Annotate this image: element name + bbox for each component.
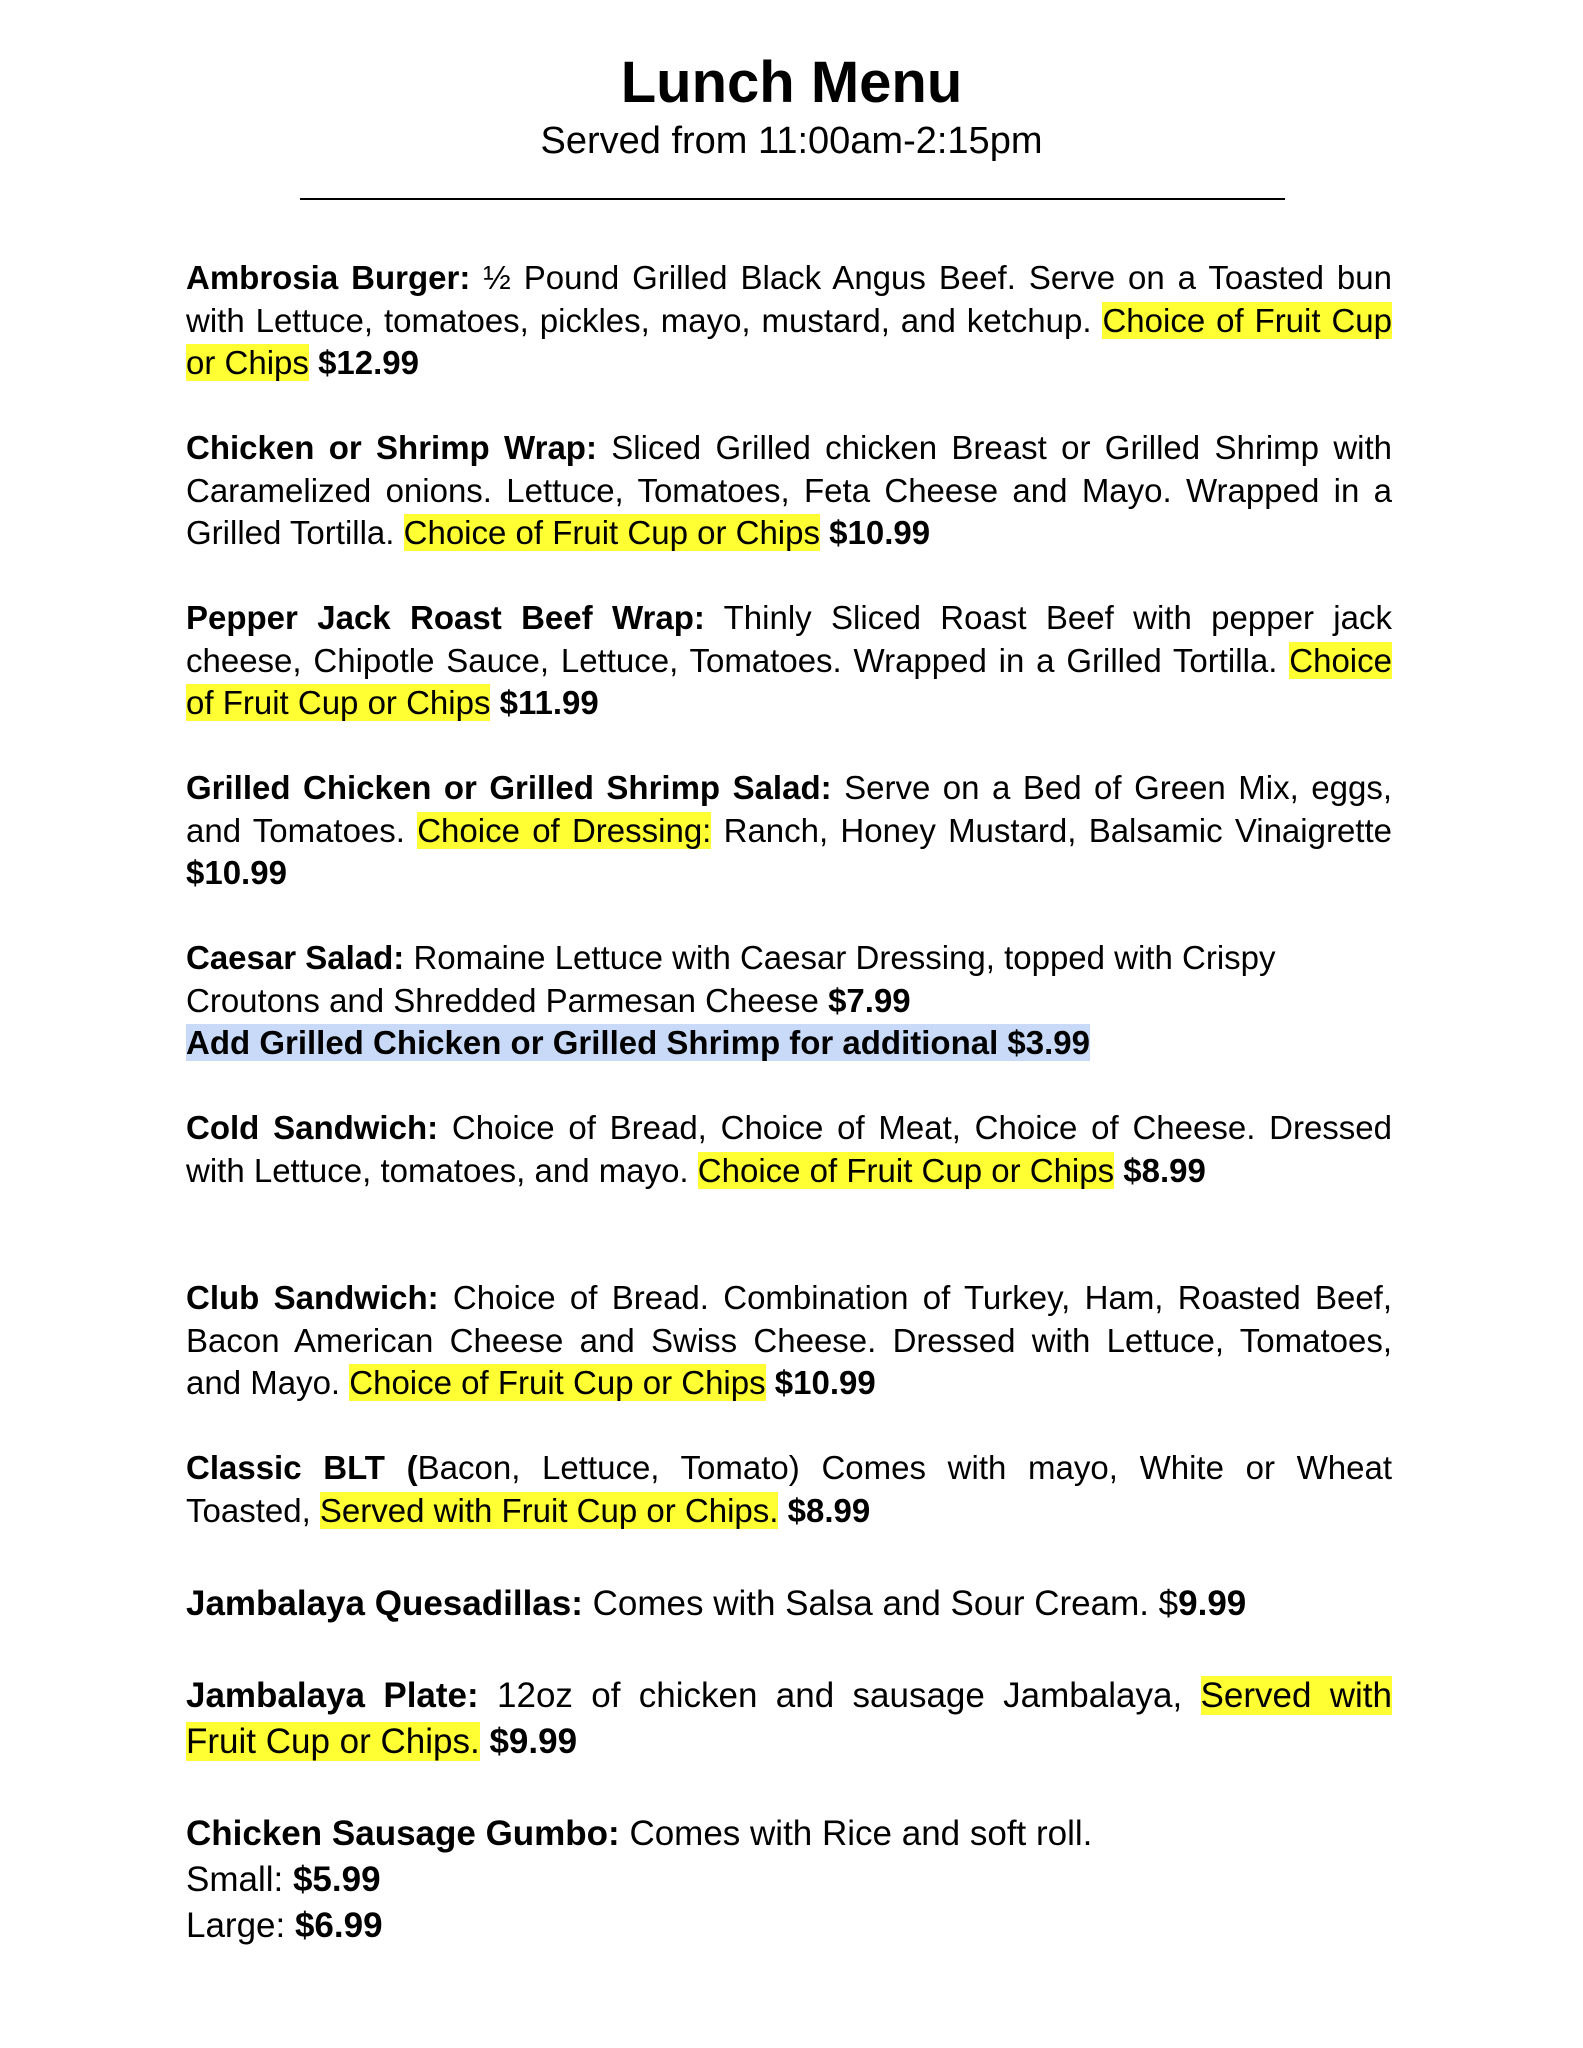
menu-item-chicken-sausage-gumbo (186, 1811, 1392, 1949)
menu-item-chicken-shrimp-wrap (186, 427, 1392, 555)
menu-item-grilled-salad (186, 767, 1392, 895)
menu-item-jambalaya-quesadillas (186, 1581, 1392, 1627)
item-name: Cold Sandwich: (186, 1109, 439, 1146)
item-description: Choice of Bread. Combination of Turkey, Ham, Roasted Beef, Bacon American Cheese and Swiss Cheese. Dressed with Lettuce, Tomatoes, and Mayo. (186, 1279, 1393, 1401)
item-side: Choice of Fruit Cup or Chips (186, 641, 1392, 721)
page-subtitle: Served from 11:00am-2:15pm (540, 120, 1043, 162)
item-name: Grilled Chicken or Grilled Shrimp Salad: (186, 769, 832, 806)
item-name: Caesar Salad: (186, 939, 405, 976)
item-name: Ambrosia Burger: (186, 259, 471, 296)
item-description: Romaine Lettuce with Caesar Dressing, topped with Crispy Croutons and Shredded Parmesan Cheese (186, 939, 1276, 1019)
item-price: $7.99 (828, 981, 911, 1019)
item-name: Jambalaya Plate: (186, 1676, 479, 1715)
item-side: Choice of Fruit Cup or Chips (186, 301, 1392, 381)
size-option-large (186, 1903, 1392, 1949)
size-option-small (186, 1857, 1392, 1903)
item-description: Comes with Rice and soft roll. (619, 1814, 1093, 1853)
item-price: $8.99 (787, 1491, 871, 1529)
menu-item-classic-blt (186, 1447, 1392, 1532)
item-price: $10.99 (774, 1364, 876, 1401)
item-price: $9.99 (489, 1722, 578, 1761)
item-side: Choice of Fruit Cup or Chips (697, 1151, 1115, 1189)
item-description: Sliced Grilled chicken Breast or Grilled Shrimp with Caramelized onions. Lettuce, Tomatoes, Feta Cheese and Mayo. Wrapped in a Grilled Tortilla. (186, 429, 1393, 551)
item-name: Jambalaya Quesadillas: (186, 1584, 583, 1623)
title-divider (300, 198, 1285, 200)
item-price: 9.99 (1178, 1584, 1247, 1623)
item-side: Served with Fruit Cup or Chips. (186, 1676, 1392, 1761)
item-description: Thinly Sliced Roast Beef with pepper jack cheese, Chipotle Sauce, Lettuce, Tomatoes. Wrapped in a Grilled Tortilla. (186, 599, 1392, 679)
item-name: Classic BLT ( (186, 1449, 418, 1486)
item-name: Pepper Jack Roast Beef Wrap: (186, 599, 705, 636)
menu-item-caesar-salad (186, 937, 1392, 1065)
item-side: Choice of Fruit Cup or Chips (349, 1364, 766, 1401)
size-price: $5.99 (292, 1860, 381, 1899)
item-description-after: Ranch, Honey Mustard, Balsamic Vinaigrette (711, 811, 1392, 849)
item-header-line (186, 1811, 1392, 1857)
item-description: 12oz of chicken and sausage Jambalaya, (478, 1676, 1201, 1715)
menu-item-ambrosia-burger (186, 257, 1392, 385)
page-title: Lunch Menu (620, 50, 963, 115)
menu-item-club-sandwich (186, 1277, 1392, 1405)
size-label: Large: (186, 1906, 295, 1945)
menu-item-pepper-jack-wrap (186, 597, 1392, 725)
item-side: Choice of Dressing: (417, 811, 712, 849)
item-price: $10.99 (829, 514, 931, 551)
item-description: Bacon, Lettuce, Tomato) Comes with mayo, White or Wheat Toasted, (186, 1449, 1392, 1529)
item-side: Choice of Fruit Cup or Chips (403, 514, 820, 551)
item-description: ½ Pound Grilled Black Angus Beef. Serve on a Toasted bun with Lettuce, tomatoes, pickles, mayo, mustard, and ketchup. (186, 259, 1392, 339)
item-price: $10.99 (186, 854, 287, 891)
size-price: $6.99 (294, 1906, 383, 1945)
item-name: Chicken Sausage Gumbo: (186, 1814, 620, 1853)
item-name: Club Sandwich: (186, 1279, 439, 1316)
menu-item-cold-sandwich (186, 1107, 1392, 1192)
item-side: Served with Fruit Cup or Chips. (319, 1491, 779, 1529)
menu-item-jambalaya-plate (186, 1673, 1392, 1765)
item-description: Comes with Salsa and Sour Cream. $ (582, 1584, 1179, 1623)
item-description: Choice of Bread, Choice of Meat, Choice of Cheese. Dressed with Lettuce, tomatoes, and mayo. (186, 1109, 1392, 1189)
item-name: Chicken or Shrimp Wrap: (186, 429, 597, 466)
item-price: $8.99 (1123, 1151, 1206, 1189)
item-addon: Add Grilled Chicken or Grilled Shrimp for additional $3.99 (186, 1024, 1091, 1061)
item-price: $11.99 (499, 684, 599, 721)
item-price: $12.99 (318, 344, 419, 381)
item-description: Serve on a Bed of Green Mix, eggs, and Tomatoes. (186, 769, 1392, 849)
size-label: Small: (186, 1860, 293, 1899)
